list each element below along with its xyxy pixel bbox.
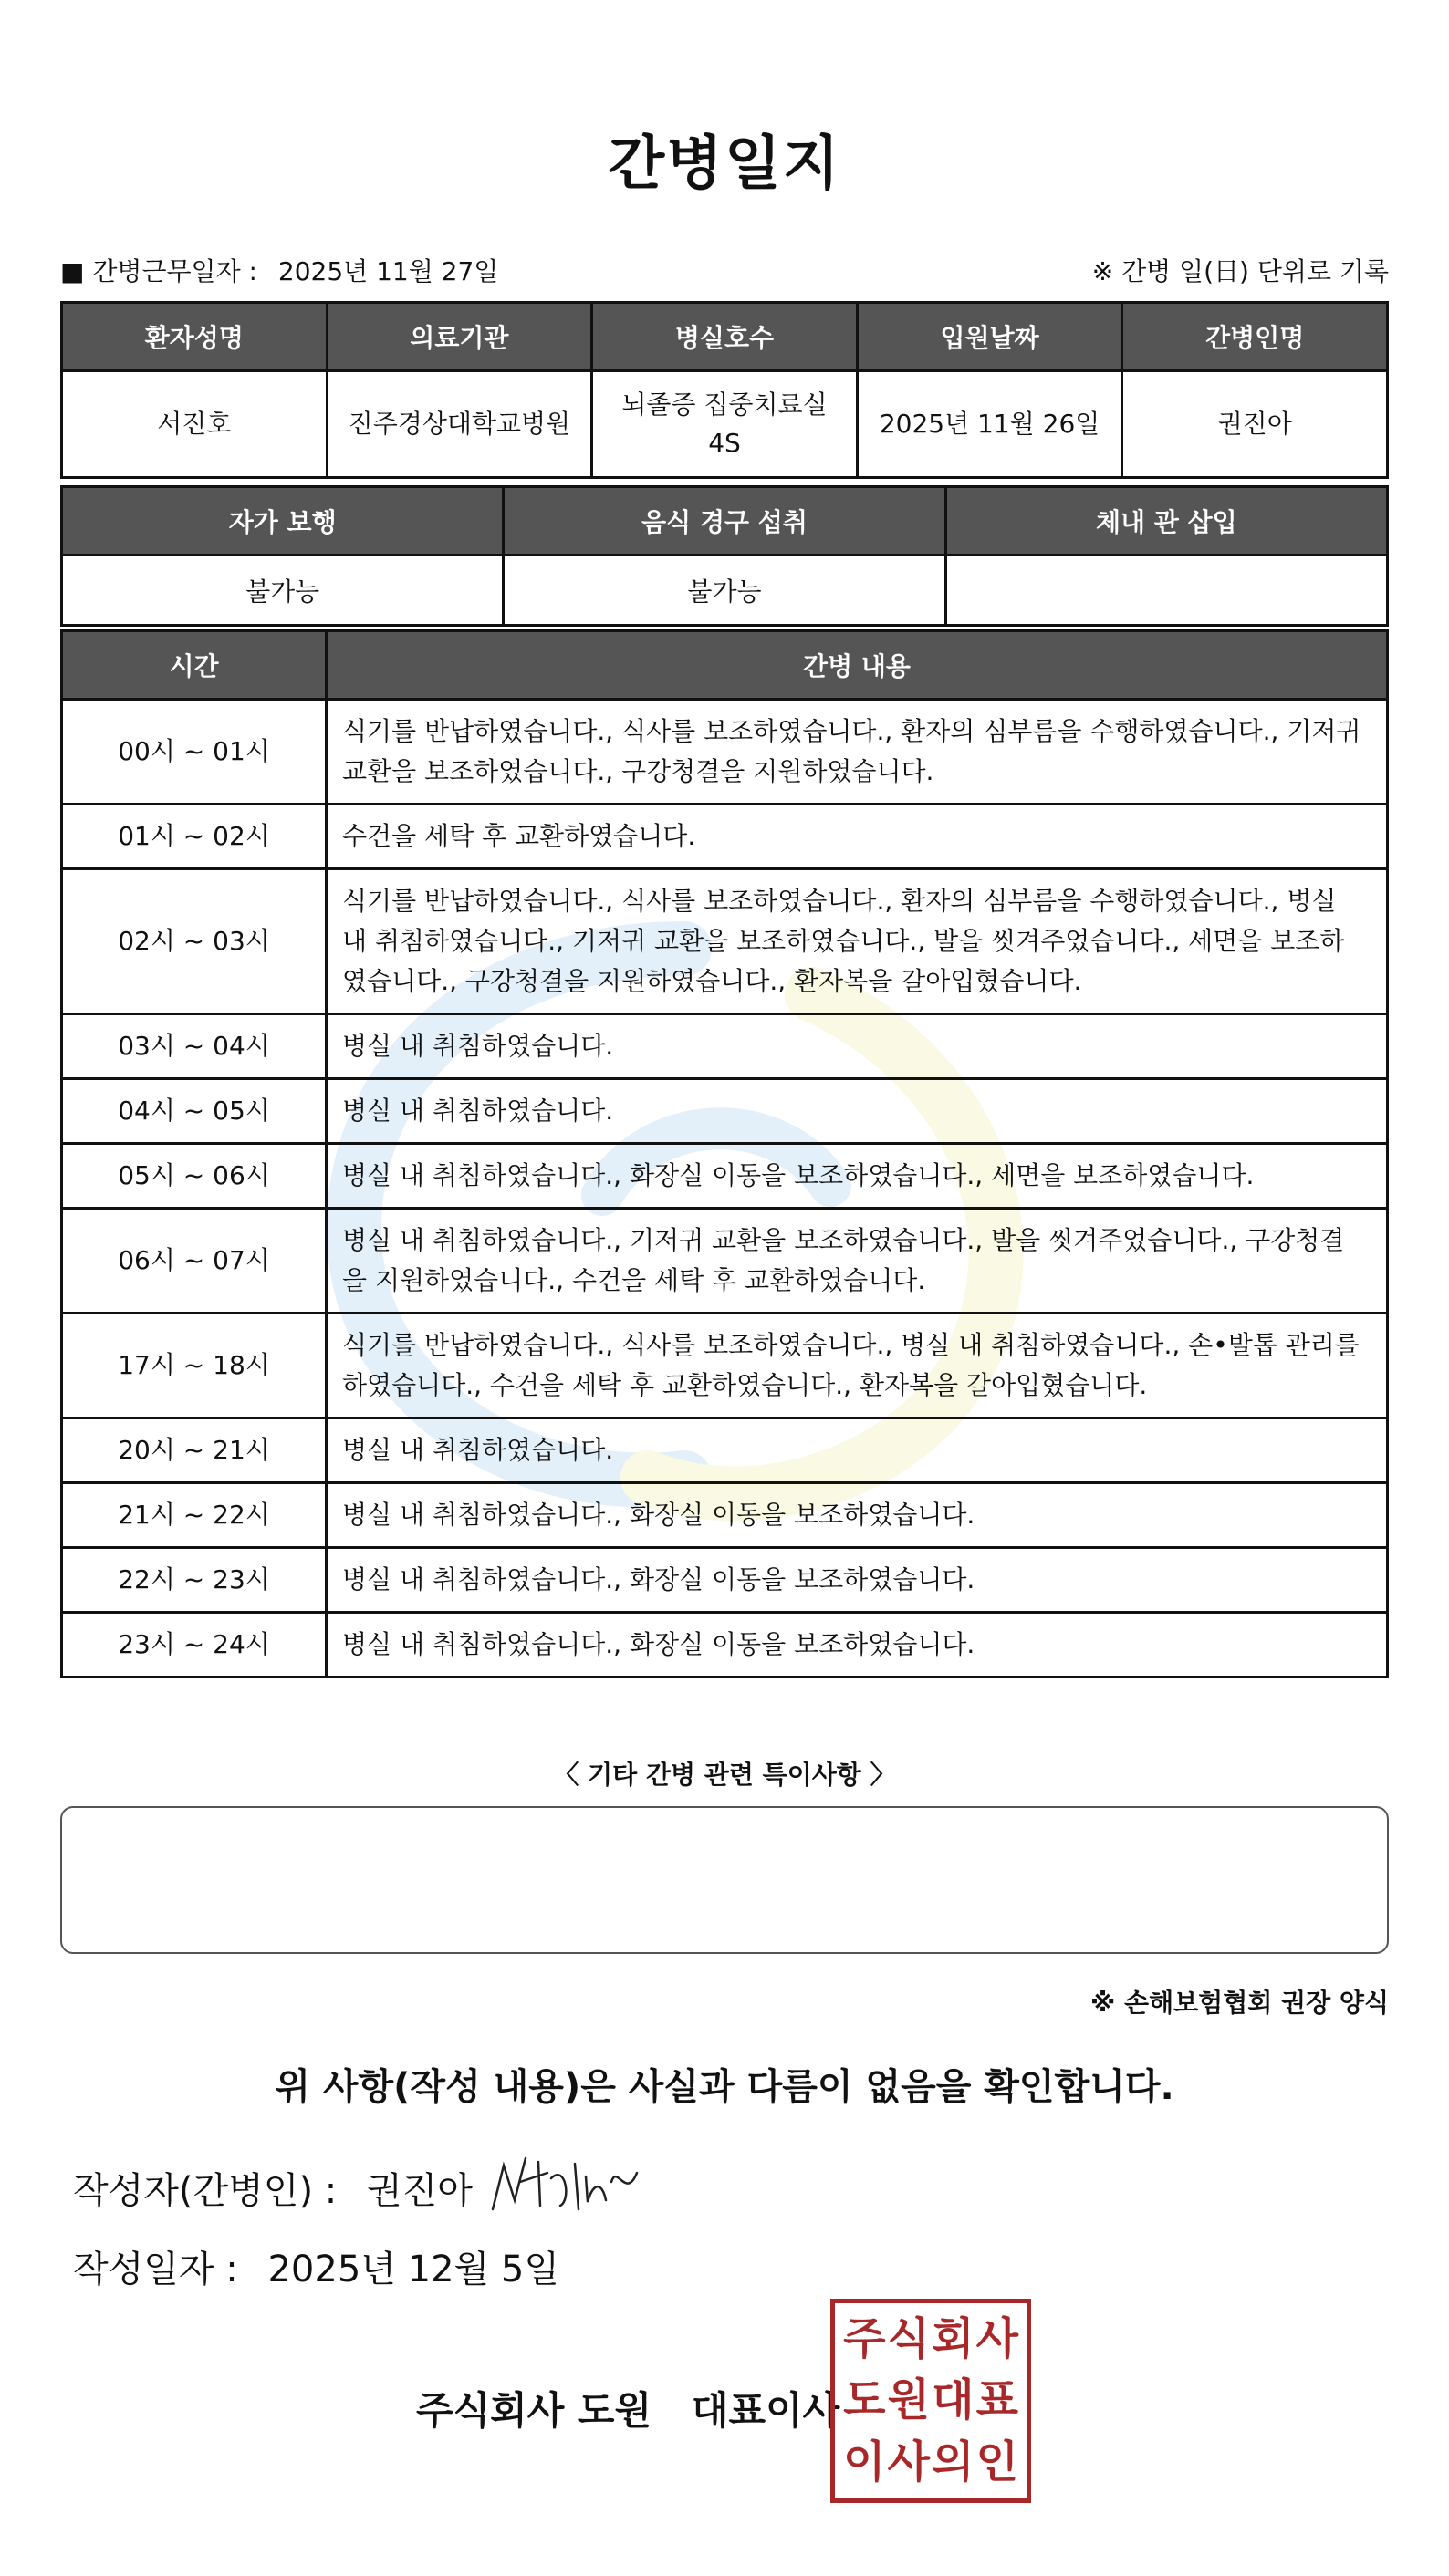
header-tube-insertion: 체내 관 삽입 (945, 487, 1387, 556)
tube-insertion-value (945, 556, 1387, 626)
log-content: 병실 내 취침하였습니다. (327, 1079, 1388, 1144)
patient-status-table (60, 485, 1389, 627)
special-notes-heading: 〈 기타 간병 관련 특이사항 〉 (553, 1760, 896, 1790)
care-log-table (60, 629, 1389, 1678)
seal-char: 사 (887, 2436, 930, 2488)
table-row (62, 1144, 1388, 1209)
signature-icon (484, 2145, 648, 2222)
table-row (62, 1314, 1388, 1418)
seal-char: 대 (932, 2374, 975, 2426)
seal-text (842, 2309, 1019, 2493)
log-content: 식기를 반납하였습니다., 식사를 보조하였습니다., 환자의 심부름을 수행하였습니다., 병실 내 취침하였습니다., 기저귀 교환을 보조하였습니다., 발을 씻겨주었습니다., 세면을 보조하였습니다., 구강청결을 지원하였습니다., 환자복을 갈아입혔습니다. (327, 869, 1388, 1014)
header-time: 시간 (62, 631, 327, 700)
log-time: 05시 ~ 06시 (62, 1144, 327, 1209)
table-row (62, 700, 1388, 805)
log-content: 식기를 반납하였습니다., 식사를 보조하였습니다., 환자의 심부름을 수행하였습니다., 기저귀 교환을 보조하였습니다., 구강청결을 지원하였습니다. (327, 700, 1388, 805)
log-time: 04시 ~ 05시 (62, 1079, 327, 1144)
document-title: 간병일지 (608, 130, 841, 198)
header-caregiver-name: 간병인명 (1122, 303, 1388, 371)
log-time: 00시 ~ 01시 (62, 700, 327, 805)
log-time: 23시 ~ 24시 (62, 1613, 327, 1678)
seal-char: 회 (932, 2313, 975, 2364)
log-time: 01시 ~ 02시 (62, 805, 327, 869)
date-label: 작성일자 : (73, 2249, 238, 2290)
oral-intake-value: 불가능 (504, 556, 945, 626)
table-row (62, 869, 1388, 1014)
log-time: 17시 ~ 18시 (62, 1314, 327, 1418)
confirmation-statement: 위 사항(작성 내용)은 사실과 다름이 없음을 확인합니다. (275, 2066, 1174, 2108)
room-number: 뇌졸증 집중치료실 4S (592, 371, 858, 478)
table-row (62, 1548, 1388, 1613)
log-time: 21시 ~ 22시 (62, 1483, 327, 1548)
seal-char: 원 (887, 2374, 930, 2426)
log-time: 20시 ~ 21시 (62, 1418, 327, 1483)
special-notes-box (60, 1806, 1389, 1954)
table-row (62, 1613, 1388, 1678)
header-oral-intake: 음식 경구 섭취 (504, 487, 945, 556)
log-content: 병실 내 취침하였습니다., 화장실 이동을 보조하였습니다. (327, 1548, 1388, 1613)
seal-char: 도 (843, 2374, 886, 2426)
log-content: 병실 내 취침하였습니다., 화장실 이동을 보조하였습니다. (327, 1483, 1388, 1548)
patient-info-table (60, 301, 1389, 479)
date-value: 2025년 12월 5일 (267, 2249, 559, 2290)
table-row (62, 1014, 1388, 1079)
record-unit-note: ※ 간병 일(日) 단위로 기록 (1091, 256, 1389, 286)
header-room: 병실호수 (592, 303, 858, 371)
admission-date: 2025년 11월 26일 (857, 371, 1122, 478)
date-line (73, 2240, 559, 2292)
table-row (62, 1483, 1388, 1548)
self-walking-value: 불가능 (62, 556, 504, 626)
log-content: 병실 내 취침하였습니다. (327, 1418, 1388, 1483)
header-admission-date: 입원날짜 (857, 303, 1122, 371)
seal-char: 식 (887, 2313, 930, 2364)
seal-char: 인 (975, 2436, 1018, 2488)
seal-char: 주 (843, 2313, 886, 2364)
log-content: 식기를 반납하였습니다., 식사를 보조하였습니다., 병실 내 취침하였습니다., 손•발톱 관리를 하였습니다., 수건을 세탁 후 교환하였습니다., 환자복을 갈아입혔습니다. (327, 1314, 1388, 1418)
log-content: 병실 내 취침하였습니다., 화장실 이동을 보조하였습니다., 세면을 보조하였습니다. (327, 1144, 1388, 1209)
log-time: 22시 ~ 23시 (62, 1548, 327, 1613)
work-date-value: 2025년 11월 27일 (277, 256, 499, 286)
log-content: 병실 내 취침하였습니다. (327, 1014, 1388, 1079)
seal-char: 사 (975, 2313, 1018, 2364)
table-row (62, 1079, 1388, 1144)
work-date-label: ■ 간병근무일자 : (60, 256, 257, 286)
header-care-content: 간병 내용 (327, 631, 1388, 700)
log-content: 병실 내 취침하였습니다., 기저귀 교환을 보조하였습니다., 발을 씻겨주었습니다., 구강청결을 지원하였습니다., 수건을 세탁 후 교환하였습니다. (327, 1209, 1388, 1314)
log-time: 03시 ~ 04시 (62, 1014, 327, 1079)
writer-line (73, 2162, 473, 2214)
table-row (62, 805, 1388, 869)
company-seal (830, 2299, 1031, 2503)
table-row (62, 1418, 1388, 1483)
seal-char: 이 (843, 2436, 886, 2488)
table-row (62, 1209, 1388, 1314)
header-self-walking: 자가 보행 (62, 487, 504, 556)
log-content: 수건을 세탁 후 교환하였습니다. (327, 805, 1388, 869)
writer-label: 작성자(간병인) : (73, 2170, 338, 2212)
seal-char: 표 (975, 2374, 1018, 2426)
log-content: 병실 내 취침하였습니다., 화장실 이동을 보조하였습니다. (327, 1613, 1388, 1678)
seal-char: 의 (932, 2436, 975, 2488)
patient-name: 서진호 (62, 371, 328, 478)
log-time: 02시 ~ 03시 (62, 869, 327, 1014)
company-representative: 주식회사 도원 대표이사 (416, 2388, 840, 2433)
header-patient-name: 환자성명 (62, 303, 328, 371)
writer-name: 권진아 (366, 2170, 473, 2212)
work-date-line (60, 252, 498, 288)
form-note: ※ 손해보험협회 권장 양식 (1090, 1988, 1389, 2018)
header-hospital: 의료기관 (327, 303, 592, 371)
caregiver-name: 권진아 (1122, 371, 1388, 478)
log-time: 06시 ~ 07시 (62, 1209, 327, 1314)
hospital-name: 진주경상대학교병원 (327, 371, 592, 478)
